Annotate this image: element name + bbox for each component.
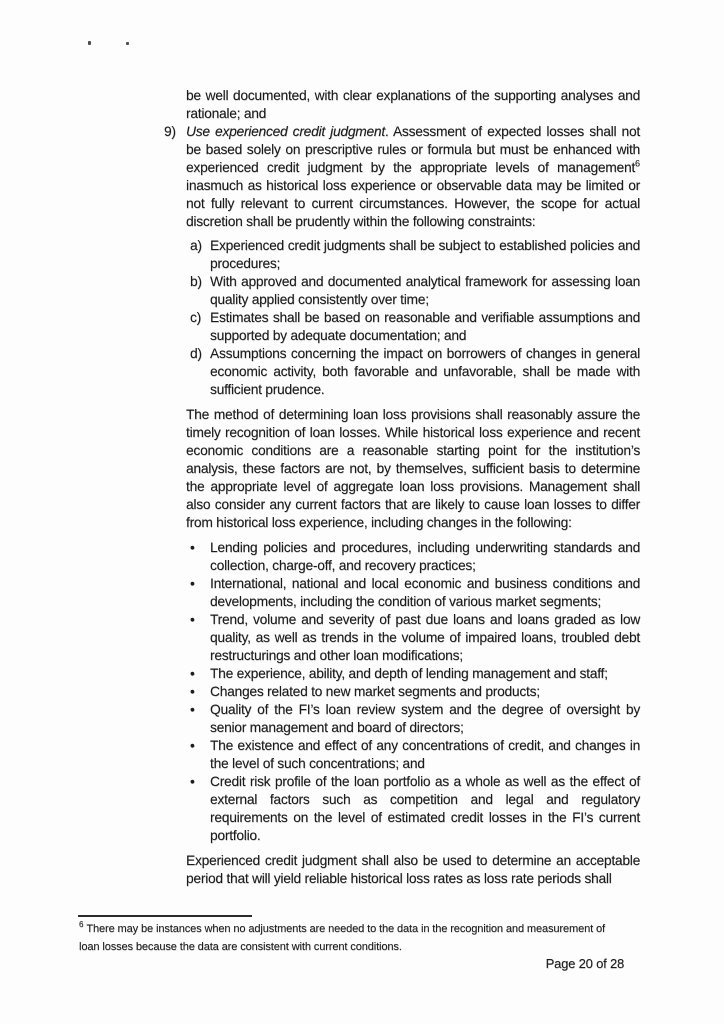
list-item xyxy=(190,345,640,399)
footnote xyxy=(79,921,627,956)
list-item xyxy=(190,773,640,845)
list-item-text: Quality of the FI’s loan review system and the degree of oversight by senior management and board of directors; xyxy=(210,702,640,735)
list-item xyxy=(190,737,640,773)
list-item xyxy=(190,309,640,345)
bullet-icon: • xyxy=(190,576,195,591)
list-item-text: Estimates shall be based on reasonable and verifiable assumptions and supported by adequate documentation; and xyxy=(210,310,640,343)
footnote-reference-6: 6 xyxy=(634,158,640,169)
bullet-icon: • xyxy=(190,540,195,555)
numbered-item-9 xyxy=(164,123,640,231)
scan-speck-icon xyxy=(126,42,129,45)
list-item xyxy=(190,611,640,665)
list-item-text: International, national and local economic and business conditions and developments, including the condition of various market segments; xyxy=(210,576,640,609)
list-item-marker: b) xyxy=(190,274,202,289)
list-item xyxy=(190,575,640,611)
list-item-marker: c) xyxy=(190,310,201,325)
item-9-marker: 9) xyxy=(164,124,176,139)
page-number: Page 20 of 28 xyxy=(545,956,624,971)
bullet-icon: • xyxy=(190,774,195,789)
bullet-icon: • xyxy=(190,666,195,681)
list-item-text: Assumptions concerning the impact on borrowers of changes in general economic activity, both favorable and unfavorable, shall be made with sufficient prudence. xyxy=(210,346,640,397)
list-item-text: The existence and effect of any concentrations of credit, and changes in the level of such concentrations; and xyxy=(210,738,640,771)
list-item xyxy=(190,665,640,683)
list-item-text: Lending policies and procedures, including underwriting standards and collection, charge-off, and recovery practices; xyxy=(210,540,640,573)
document-body xyxy=(164,87,640,888)
bullet-icon: • xyxy=(190,612,195,627)
list-item xyxy=(190,237,640,273)
list-item xyxy=(190,683,640,701)
list-item xyxy=(190,273,640,309)
list-item-text: Experienced credit judgments shall be subject to established policies and procedures; xyxy=(210,238,640,271)
method-paragraph: The method of determining loan loss provisions shall reasonably assure the timely recognition of loan losses. While historical loss experience and recent economic conditions are a reasonable starting point for the institution’s analysis, these factors are not, by themselves, sufficient basis to determine the appropriate level of aggregate loan loss provisions. Management shall also consider any current factors that are likely to cause loan losses to differ from historical loss experience, including changes in the following: xyxy=(186,407,640,530)
list-item-text: Changes related to new market segments and products; xyxy=(210,684,540,699)
item-9-body: . Assessment of expected losses shall not be based solely on prescriptive rules or formula but must be enhanced with experienced credit judgment by the appropriate levels of management xyxy=(186,124,640,175)
list-item-text: Trend, volume and severity of past due loans and loans graded as low quality, as well as trends in the volume of impaired loans, troubled debt restructurings and other loan modifications; xyxy=(210,612,640,663)
item-9-body-tail: inasmuch as historical loss experience or observable data may be limited or not fully relevant to current circumstances. However, the scope for actual discretion shall be prudently within the following constraints: xyxy=(186,178,640,229)
factors-bullet-list xyxy=(190,539,640,845)
bullet-icon: • xyxy=(190,684,195,699)
list-item-marker: a) xyxy=(190,238,202,253)
list-item-text: Credit risk profile of the loan portfolio as a whole as well as the effect of external factors such as competition and legal and regulatory requirements on the level of estimated credit losses in the FI’s current portfolio. xyxy=(210,774,640,843)
constraints-list xyxy=(190,237,640,399)
list-item xyxy=(190,701,640,737)
footnote-marker-6: 6 xyxy=(79,920,84,930)
list-item xyxy=(190,539,640,575)
continuation-paragraph: be well documented, with clear explanations of the supporting analyses and rationale; and xyxy=(186,88,640,121)
list-item-text: With approved and documented analytical framework for assessing loan quality applied consistently over time; xyxy=(210,274,640,307)
closing-paragraph: Experienced credit judgment shall also be used to determine an acceptable period that will yield reliable historical loss rates as loss rate periods shall xyxy=(186,853,640,886)
bullet-icon: • xyxy=(190,702,195,717)
list-item-text: The experience, ability, and depth of lending management and staff; xyxy=(210,666,608,681)
scan-speck-icon xyxy=(88,41,91,45)
bullet-icon: • xyxy=(190,738,195,753)
item-9-italic-lead: Use experienced credit judgment xyxy=(186,124,385,139)
footnote-separator-rule xyxy=(78,915,252,917)
list-item-marker: d) xyxy=(190,346,202,361)
footnote-text: There may be instances when no adjustments are needed to the data in the recognition and measurement of loan losses because the data are consistent with current conditions. xyxy=(79,923,606,953)
